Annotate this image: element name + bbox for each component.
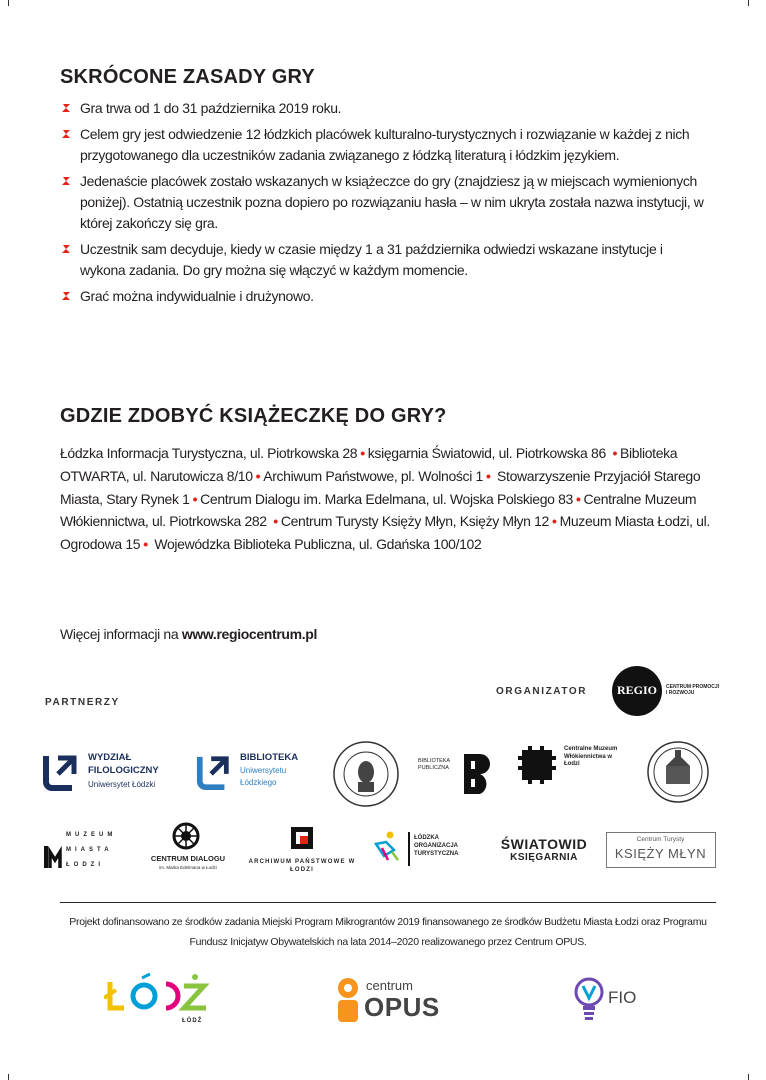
separator-dot: • [360, 445, 365, 461]
centrum-dialogu-logo [138, 822, 234, 878]
opus-big-text: OPUS [364, 992, 440, 1022]
place-item: Muzeum Miasta Łodzi, ul. Ogrodowa 15 [60, 513, 710, 553]
rule-item [60, 98, 710, 119]
biblioteka-publiczna-logo [418, 752, 498, 796]
places-list [60, 442, 712, 556]
rule-item [60, 171, 710, 234]
lot-text: ŁÓDZKA ORGANIZACJA TURYSTYCZNA [414, 835, 459, 857]
stare-miasto-seal-logo [646, 740, 710, 804]
ul-symbol-icon [196, 752, 232, 792]
rule-text: Grać można indywidualnie i drużynowo. [80, 288, 314, 304]
swiatowid-title: ŚWIATOWID [500, 836, 588, 852]
separator-dot: • [575, 490, 581, 507]
website-link[interactable]: www.regiocentrum.pl [181, 626, 317, 642]
lm-mark-icon [44, 844, 62, 870]
rules-list [60, 98, 710, 312]
rule-item [60, 124, 710, 166]
lot-logo [372, 830, 484, 870]
regio-logo-text: REGIO [616, 683, 657, 697]
separator-dot: • [273, 513, 278, 530]
lodz-wordmark-icon [104, 972, 214, 1016]
rule-item [60, 239, 710, 281]
bullet-icon [60, 243, 72, 255]
lot-divider [408, 832, 410, 866]
ksiezy-big-text: KSIĘŻY MŁYN [614, 846, 707, 861]
bullet-icon [60, 175, 72, 187]
place-item: Archiwum Państwowe, pl. Wolności 1 [263, 467, 483, 484]
wbp-seal-logo [332, 740, 400, 808]
separator-dot: • [192, 490, 198, 507]
separator-dot: • [485, 467, 491, 484]
lodz-logo [104, 972, 214, 1028]
biblioteka-ul-logo [196, 750, 316, 796]
muzeum-miasta-lodzi-logo [44, 826, 124, 874]
place-item: księgarnia Światowid, ul. Piotrkowska 86 [367, 445, 606, 461]
cmw-logo [516, 744, 626, 800]
separator-dot: • [143, 536, 148, 553]
more-info [60, 626, 317, 642]
ksiezy-mlyn-logo [606, 832, 716, 868]
wydzial-line2: FILOLOGICZNY [88, 765, 159, 776]
fio-text: FIO [608, 988, 637, 1007]
wydzial-filologiczny-logo [42, 750, 192, 796]
bullet-icon [60, 102, 72, 114]
archive-square-icon [290, 826, 314, 850]
fio-bulb-icon [574, 976, 604, 1024]
place-item: Centrum Turysty Księży Młyn, Księży Młyn 12 [280, 513, 549, 530]
place-item: Łódzka Informacja Turystyczna, ul. Piotrkowska 28 [60, 445, 358, 461]
funding-note: Projekt dofinansowano ze środków zadania Miejski Program Mikrograntów 2019 finansowanego ze środków Budżetu Miasta Łodzi oraz Programu Fundusz Inicjatyw Obywatelskich na lata 2014–2020 realizowanego przez Centrum OPUS. [69, 916, 707, 948]
cmw-text: Centralne Muzeum Włókiennictwa w Łodzi [564, 746, 618, 767]
swiatowid-sub: KSIĘGARNIA [510, 852, 578, 863]
crop-mark [748, 0, 749, 6]
archiwum-text: ARCHIWUM PAŃSTWOWE W ŁODZI [248, 859, 356, 873]
opus-small-text: centrum [366, 978, 413, 993]
lodz-sub-text: ŁÓDŹ [182, 1018, 203, 1024]
centrum-opus-logo [336, 976, 456, 1026]
place-item: Centrum Dialogu im. Marka Edelmana, ul. Wojska Polskiego 83 [200, 490, 573, 507]
regio-logo [612, 666, 662, 716]
crop-mark [8, 1074, 9, 1080]
archiwum-logo [244, 826, 360, 876]
wbp-text: BIBLIOTEKA PUBLICZNA [418, 758, 450, 771]
place-item: Centralne Muzeum Włókiennictwa, ul. Piotrkowska 282 [60, 490, 697, 530]
rule-text: Jedenaście placówek zostało wskazanych w książeczce do gry (znajdziesz ją w miejscach wymienionych poniżej). Ostatnią uczestnik pozna dopiero po rozwiązaniu hasła – w nim ukryta została nazwa instytucji, w której zakończy się gra. [80, 173, 704, 231]
centrum-dialogu-sub: im. Marka Edelmana w Łodzi [159, 865, 217, 870]
separator-dot: • [552, 513, 557, 530]
centrum-dialogu-text: CENTRUM DIALOGU [150, 854, 226, 863]
more-info-prefix: Więcej informacji na [60, 626, 182, 642]
town-seal-icon [646, 740, 710, 804]
place-item: Stowarzyszenie Przyjaciół Starego Miasta, Stary Rynek 1 [60, 467, 701, 507]
separator-dot: • [612, 445, 618, 461]
regio-side-text: CENTRUM PROMOCJI I ROZWOJU [666, 684, 720, 696]
wydzial-line3: Uniwersytet Łódzki [88, 780, 156, 789]
footer-divider [60, 902, 716, 903]
bullet-icon [60, 128, 72, 140]
rule-text: Gra trwa od 1 do 31 października 2019 roku. [80, 100, 342, 116]
museum-emblem-icon [516, 744, 558, 786]
ksiezy-small-text: Centrum Turysty [636, 836, 685, 843]
crop-mark [748, 1074, 749, 1080]
rule-text: Uczestnik sam decyduje, kiedy w czasie między 1 a 31 października odwiedzi wskazane instytucje i wykona zadania. Do gry można się włączyć w każdym momencie. [80, 241, 663, 278]
separator-dot: • [255, 467, 261, 484]
dialog-wheel-icon [172, 822, 200, 850]
swiatowid-logo [494, 836, 594, 870]
biblioteka-line2: Uniwersytetu [240, 766, 287, 775]
biblioteka-line1: BIBLIOTEKA [240, 752, 299, 763]
place-item: Wojewódzka Biblioteka Publiczna, ul. Gdańska 100/102 [154, 536, 482, 553]
biblioteka-line3: Łódzkiego [240, 778, 277, 787]
muzeum-letters: MUZEUM MIASTA ŁODZI [66, 832, 117, 868]
rules-heading: SKRÓCONE ZASADY GRY [60, 66, 315, 88]
bullet-icon [60, 290, 72, 302]
opus-mark-icon [336, 976, 360, 1024]
wydzial-line1: WYDZIAŁ [88, 752, 132, 763]
organizer-label: ORGANIZATOR [496, 686, 588, 697]
lot-figure-icon [372, 830, 402, 866]
fio-logo [574, 976, 654, 1024]
rule-text: Celem gry jest odwiedzenie 12 łódzkich placówek kulturalno-turystycznych i rozwiązanie w każdej z nich przygotowanego dla uczestników zadania związanego z łódzką literaturą i łódzkim językiem. [80, 126, 690, 163]
seal-icon [332, 740, 400, 808]
ul-symbol-icon [42, 752, 80, 792]
where-heading: GDZIE ZDOBYĆ KSIĄŻECZKĘ DO GRY? [60, 405, 447, 427]
b-letter-icon [462, 752, 496, 796]
rule-item [60, 286, 710, 307]
place-item: Biblioteka OTWARTA, ul. Narutowicza 8/10 [60, 445, 678, 484]
crop-mark [8, 0, 9, 6]
partners-label: PARTNERZY [45, 697, 120, 708]
